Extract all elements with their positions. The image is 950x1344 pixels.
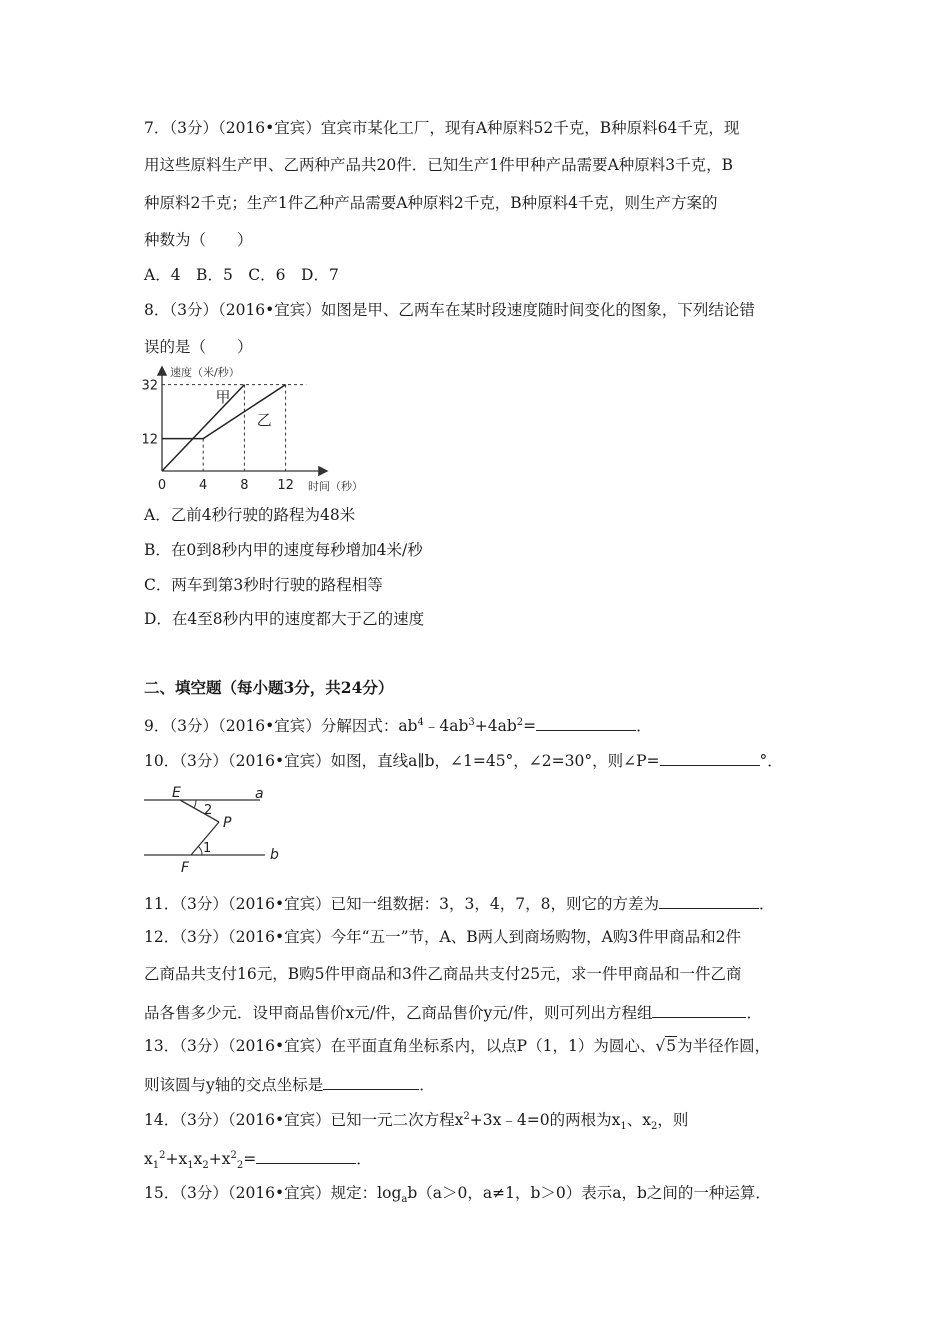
q9-exp-2: 3 [468,716,475,728]
q7-line-3: 种原料2千克；生产1件乙种产品需要A种原料2千克，B种原料4千克，则生产方案的 [144,194,718,212]
q14-sep: 、x [626,1111,651,1129]
q13-suffix-1: 为半径作圆， [677,1037,771,1055]
y-tick-12: 12 [141,432,158,448]
sqrt-symbol: √5 [655,1037,677,1055]
x-tick-4: 4 [199,478,208,493]
segment-ep [180,800,219,822]
q12-suffix: ． [746,1004,762,1022]
y-axis-label: 速度（米/秒） [170,366,240,379]
q8-line-2: 误的是（ ） [144,338,253,356]
q9-end: = [523,717,537,735]
angle-2-arc [194,800,196,808]
q14-sub-2: 2 [650,1121,658,1133]
q13-suffix: ． [419,1076,435,1094]
label-e: E [172,785,181,801]
label-angle-1: 1 [203,841,212,856]
q9-mid-1: ﹣4ab [423,717,469,735]
q14-l2-x2: x [193,1150,203,1168]
q9-period: ． [636,717,652,735]
x-tick-0: 0 [157,478,167,493]
q9-answer-blank[interactable] [536,714,636,731]
x-axis-label: 时间（秒） [308,480,363,493]
q14-l2-eq: = [243,1150,257,1168]
q14-l2-sub-3: 2 [202,1160,209,1172]
q15-rest: b（a＞0，a≠1，b＞0）表示a，b之间的一种运算． [407,1184,771,1202]
q14-exp: 2 [463,1110,470,1122]
q8-line-1: 8．（3分）（2016•宜宾）如图是甲、乙两车在某时段速度随时间变化的图象，下列结论错 [144,301,755,319]
q7-line-2: 用这些原料生产甲、乙两种产品共20件．已知生产1件甲种产品需要A种原料3千克，B [144,156,734,174]
q7-line-1: 7．（3分）（2016•宜宾）宜宾市某化工厂，现有A种原料52千克，B种原料64千克，现 [144,119,740,137]
q14-l2-sup-1: 2 [159,1149,166,1161]
q12-line-3 [144,1001,762,1023]
q14-l2-x: x [144,1150,153,1168]
parallel-lines-figure [140,782,290,878]
q11-answer-blank[interactable] [659,892,759,909]
q14-line-1 [144,1110,689,1133]
q11-text: 11．（3分）（2016•宜宾）已知一组数据：3，3，4，7，8，则它的方差为 [144,895,659,913]
q14-line-2 [144,1147,372,1172]
series-label-1: 甲 [215,388,231,407]
q14-l2-sub-2: 1 [187,1160,194,1172]
q12-answer-blank[interactable] [652,1001,746,1018]
q14-sub-1: 1 [620,1121,627,1133]
q14-end: ，则 [657,1111,689,1129]
q14-answer-blank[interactable] [256,1147,356,1164]
q12-line-2: 乙商品共支付16元，B购5件甲商品和3件乙商品共支付25元，求一件甲商品和一件乙商 [144,965,742,983]
label-b: b [270,847,279,863]
q9-exp-3: 2 [516,716,524,728]
chart-guide-lines [162,385,306,471]
label-a: a [255,786,264,802]
angle-1-arc [198,846,202,855]
q8-option-a: A．乙前4秒行驶的路程为48米 [144,506,356,524]
label-f: F [181,860,190,876]
q10-line [144,749,783,771]
chart-labels-group [141,379,293,493]
x-tick-12: 12 [277,478,294,493]
q14-suffix: ． [356,1150,372,1168]
q9-line [144,714,652,736]
q13-answer-blank[interactable] [323,1073,419,1090]
q9-prefix: 9．（3分）（2016•宜宾）分解因式：ab [144,717,418,735]
q10-text: 10．（3分）（2016•宜宾）如图，直线a∥b，∠1=45°，∠2=30°，则∠P= [144,752,660,770]
label-angle-2: 2 [204,803,213,818]
q8-option-b: B．在0到8秒内甲的速度每秒增加4米/秒 [144,541,423,559]
q13-line-1 [144,1036,770,1056]
q7-line-4: 种数为（ ） [144,231,253,249]
q8-option-d: D．在4至8秒内甲的速度都大于乙的速度 [144,610,425,628]
q14-mid: +3x﹣4=0的两根为x [469,1111,621,1129]
q10-answer-blank[interactable] [660,749,760,766]
speed-time-chart [140,362,390,497]
x-tick-8: 8 [240,478,249,493]
q13-line-2-text: 则该圆与y轴的交点坐标是 [144,1076,324,1094]
q15-sub: a [401,1194,408,1206]
q11-suffix: ． [758,895,775,913]
series-label-2: 乙 [256,411,272,430]
q14-prefix: 14．（3分）（2016•宜宾）已知一元二次方程x [144,1111,464,1129]
y-tick-32: 32 [141,378,158,394]
q11-line [144,892,775,914]
q13-radicand: 5 [666,1037,677,1055]
q12-line-1: 12．（3分）（2016•宜宾）今年“五一”节，A、B两人到商场购物，A购3件甲商品和2件 [144,928,742,946]
q13-prefix: 13．（3分）（2016•宜宾）在平面直角坐标系内，以点P（1，1）为圆心、 [144,1037,656,1055]
q7-options: A．4 B．5 C．6 D．7 [144,266,339,284]
q8-option-c: C．两车到第3秒时行驶的路程相等 [144,576,383,594]
q13-line-2 [144,1073,435,1095]
q14-l2-sup-2: 2 [230,1149,237,1161]
q9-mid-2: +4ab [474,717,517,735]
q14-l2-plus-1: +x [165,1150,188,1168]
q9-exp-1: 4 [417,716,424,728]
q15-prefix: 15．（3分）（2016•宜宾）规定：log [144,1184,402,1202]
q14-l2-sub-1: 1 [152,1160,160,1172]
section-2-heading: 二、填空题（每小题3分，共24分） [144,678,394,697]
q14-l2-sub-4: 2 [236,1160,244,1172]
q10-suffix: °． [759,752,783,770]
label-p: P [223,815,232,831]
q12-line-3-text: 品各售多少元．设甲商品售价x元/件，乙商品售价y元/件，则可列出方程组 [144,1004,653,1022]
q15-line [144,1183,771,1206]
q14-l2-plus-2: +x [208,1150,231,1168]
